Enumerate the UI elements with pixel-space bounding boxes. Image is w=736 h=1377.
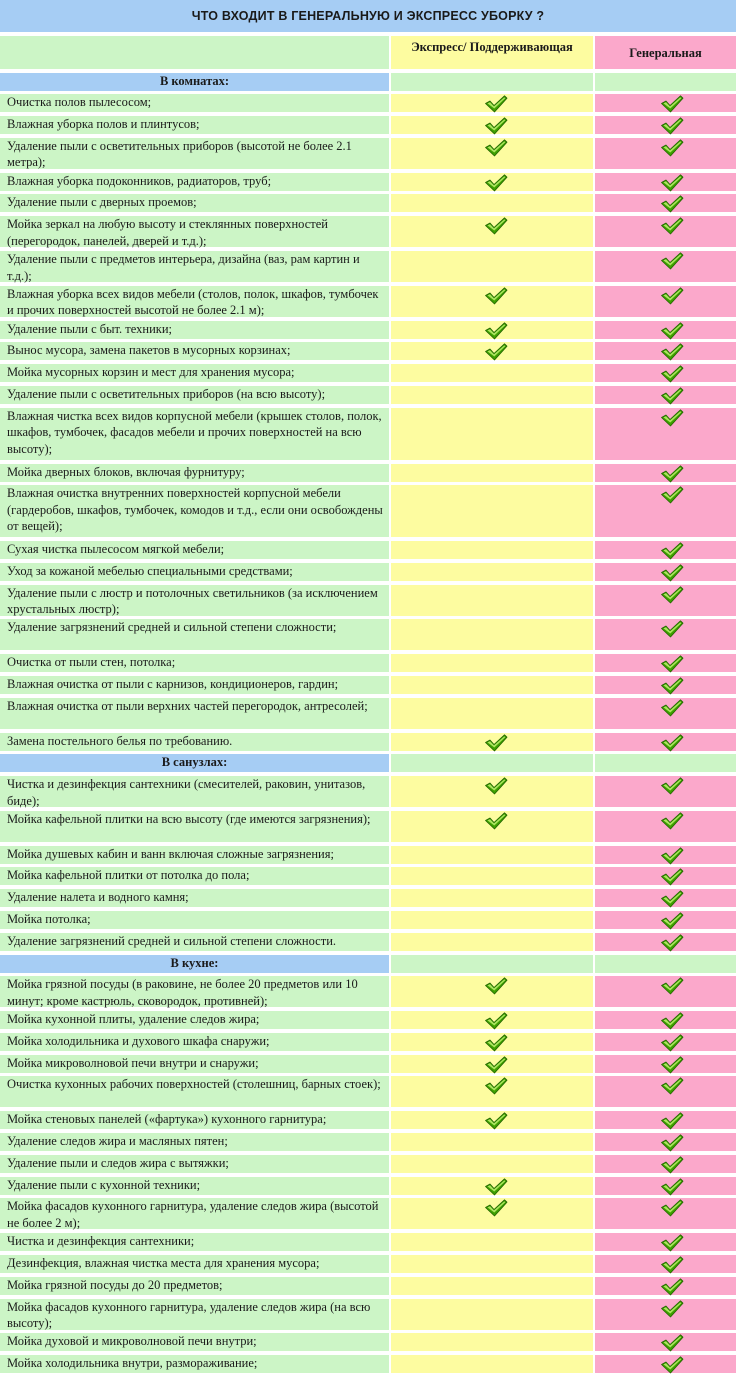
general-cell: [595, 1355, 736, 1375]
section-header: В комнатах:: [0, 73, 391, 93]
express-cell: [391, 698, 595, 731]
green-checkmark-icon: [484, 287, 508, 305]
section-spacer-general: [595, 73, 736, 93]
express-cell: [391, 173, 595, 193]
green-checkmark-icon: [484, 1056, 508, 1074]
green-checkmark-icon: [484, 174, 508, 192]
express-cell: [391, 386, 595, 406]
green-checkmark-icon: [660, 1077, 684, 1095]
green-checkmark-icon: [484, 343, 508, 361]
green-checkmark-icon: [484, 812, 508, 830]
express-cell: [391, 1133, 595, 1153]
express-cell: [391, 485, 595, 539]
green-checkmark-icon: [660, 95, 684, 113]
task-cell: Мойка стеновых панелей («фартука») кухонного гарнитура;: [0, 1111, 391, 1131]
task-cell: Мойка дверных блоков, включая фурнитуру;: [0, 464, 391, 484]
express-cell: [391, 1076, 595, 1109]
task-cell: Очистка от пыли стен, потолка;: [0, 654, 391, 674]
general-cell: [595, 676, 736, 696]
task-cell: Чистка и дезинфекция сантехники (смесителей, раковин, унитазов, биде);: [0, 776, 391, 809]
task-cell: Вынос мусора, замена пакетов в мусорных корзинах;: [0, 342, 391, 362]
green-checkmark-icon: [660, 1056, 684, 1074]
green-checkmark-icon: [484, 1178, 508, 1196]
express-cell: [391, 811, 595, 844]
green-checkmark-icon: [660, 409, 684, 427]
task-cell: Очистка кухонных рабочих поверхностей (столешниц, барных стоек);: [0, 1076, 391, 1109]
express-cell: [391, 976, 595, 1009]
green-checkmark-icon: [660, 1134, 684, 1152]
general-cell: [595, 194, 736, 214]
green-checkmark-icon: [484, 777, 508, 795]
task-cell: Мойка кафельной плитки на всю высоту (где имеются загрязнения);: [0, 811, 391, 844]
general-cell: [595, 733, 736, 753]
general-cell: [595, 342, 736, 362]
general-cell: [595, 1198, 736, 1231]
general-cell: [595, 776, 736, 809]
green-checkmark-icon: [660, 1178, 684, 1196]
express-cell: [391, 1299, 595, 1332]
task-cell: Мойка мусорных корзин и мест для хранения мусора;: [0, 364, 391, 384]
task-cell: Мойка холодильника внутри, размораживание;: [0, 1355, 391, 1375]
express-cell: [391, 654, 595, 674]
general-cell: [595, 1277, 736, 1297]
general-cell: [595, 585, 736, 618]
task-cell: Удаление загрязнений средней и сильной степени сложности;: [0, 619, 391, 652]
general-cell: [595, 1299, 736, 1332]
task-cell: Удаление пыли с предметов интерьера, дизайна (ваз, рам картин и т.д.);: [0, 251, 391, 284]
task-cell: Удаление пыли и следов жира с вытяжки;: [0, 1155, 391, 1175]
task-cell: Мойка потолка;: [0, 911, 391, 931]
task-cell: Мойка душевых кабин и ванн включая сложные загрязнения;: [0, 846, 391, 866]
general-cell: [595, 94, 736, 114]
task-cell: Влажная очистка внутренних поверхностей корпусной мебели (гардеробов, шкафов, тумбочек, комодов и т.д., если они освобождены от вещей);: [0, 485, 391, 539]
general-cell: [595, 846, 736, 866]
express-cell: [391, 251, 595, 284]
express-cell: [391, 1055, 595, 1075]
express-cell: [391, 733, 595, 753]
green-checkmark-icon: [660, 387, 684, 405]
express-cell: [391, 464, 595, 484]
express-cell: [391, 619, 595, 652]
green-checkmark-icon: [660, 586, 684, 604]
task-cell: Удаление пыли с дверных проемов;: [0, 194, 391, 214]
general-cell: [595, 1055, 736, 1075]
green-checkmark-icon: [660, 564, 684, 582]
express-cell: [391, 1155, 595, 1175]
task-cell: Удаление налета и водного камня;: [0, 889, 391, 909]
express-cell: [391, 1198, 595, 1231]
green-checkmark-icon: [660, 1256, 684, 1274]
general-cell: [595, 485, 736, 539]
section-spacer-general: [595, 955, 736, 975]
general-cell: [595, 1011, 736, 1031]
task-cell: Мойка микроволновой печи внутри и снаружи;: [0, 1055, 391, 1075]
general-column-header: Генеральная: [595, 36, 736, 71]
green-checkmark-icon: [660, 1334, 684, 1352]
general-cell: [595, 1233, 736, 1253]
task-cell: Уход за кожаной мебелью специальными средствами;: [0, 563, 391, 583]
green-checkmark-icon: [660, 343, 684, 361]
general-cell: [595, 541, 736, 561]
green-checkmark-icon: [660, 1034, 684, 1052]
green-checkmark-icon: [660, 365, 684, 383]
general-cell: [595, 286, 736, 319]
general-cell: [595, 321, 736, 341]
express-cell: [391, 216, 595, 249]
green-checkmark-icon: [484, 95, 508, 113]
task-cell: Удаление пыли с кухонной техники;: [0, 1177, 391, 1197]
green-checkmark-icon: [660, 1156, 684, 1174]
general-cell: [595, 216, 736, 249]
green-checkmark-icon: [660, 465, 684, 483]
task-cell: Мойка грязной посуды до 20 предметов;: [0, 1277, 391, 1297]
task-cell: Удаление пыли с осветительных приборов (высотой не более 2.1 метра);: [0, 138, 391, 171]
express-cell: [391, 911, 595, 931]
general-cell: [595, 976, 736, 1009]
general-cell: [595, 1033, 736, 1053]
express-cell: [391, 1333, 595, 1353]
express-cell: [391, 889, 595, 909]
green-checkmark-icon: [660, 542, 684, 560]
green-checkmark-icon: [660, 812, 684, 830]
general-cell: [595, 116, 736, 136]
task-cell: Влажная чистка всех видов корпусной мебели (крышек столов, полок, шкафов, тумбочек, фасадов мебели и прочих поверхностей на всю высоту);: [0, 408, 391, 462]
general-cell: [595, 911, 736, 931]
green-checkmark-icon: [660, 699, 684, 717]
green-checkmark-icon: [484, 1199, 508, 1217]
green-checkmark-icon: [660, 174, 684, 192]
green-checkmark-icon: [660, 677, 684, 695]
general-cell: [595, 1255, 736, 1275]
section-spacer-express: [391, 73, 595, 93]
green-checkmark-icon: [660, 139, 684, 157]
task-cell: Удаление пыли с люстр и потолочных светильников (за исключением хрустальных люстр);: [0, 585, 391, 618]
express-cell: [391, 1177, 595, 1197]
green-checkmark-icon: [660, 847, 684, 865]
task-cell: Мойка духовой и микроволновой печи внутри;: [0, 1333, 391, 1353]
general-cell: [595, 364, 736, 384]
express-cell: [391, 94, 595, 114]
task-column-header: [0, 36, 391, 71]
task-cell: Удаление загрязнений средней и сильной степени сложности.: [0, 933, 391, 953]
express-cell: [391, 1277, 595, 1297]
green-checkmark-icon: [660, 1300, 684, 1318]
section-header: В кухне:: [0, 955, 391, 975]
express-cell: [391, 563, 595, 583]
express-cell: [391, 364, 595, 384]
task-cell: Сухая чистка пылесосом мягкой мебели;: [0, 541, 391, 561]
general-cell: [595, 867, 736, 887]
green-checkmark-icon: [660, 1199, 684, 1217]
task-cell: Влажная очистка от пыли с карнизов, кондиционеров, гардин;: [0, 676, 391, 696]
express-cell: [391, 1033, 595, 1053]
express-cell: [391, 867, 595, 887]
task-cell: Влажная уборка полов и плинтусов;: [0, 116, 391, 136]
express-cell: [391, 1355, 595, 1375]
express-cell: [391, 194, 595, 214]
green-checkmark-icon: [660, 890, 684, 908]
general-cell: [595, 408, 736, 462]
express-cell: [391, 321, 595, 341]
general-cell: [595, 1177, 736, 1197]
general-cell: [595, 889, 736, 909]
green-checkmark-icon: [484, 1077, 508, 1095]
section-header: В санузлах:: [0, 754, 391, 774]
express-cell: [391, 408, 595, 462]
express-cell: [391, 846, 595, 866]
general-cell: [595, 933, 736, 953]
green-checkmark-icon: [660, 1278, 684, 1296]
green-checkmark-icon: [660, 734, 684, 752]
green-checkmark-icon: [660, 287, 684, 305]
green-checkmark-icon: [660, 1012, 684, 1030]
green-checkmark-icon: [660, 252, 684, 270]
task-cell: Влажная очистка от пыли верхних частей перегородок, антресолей;: [0, 698, 391, 731]
express-cell: [391, 1111, 595, 1131]
task-cell: Удаление пыли с осветительных приборов (на всю высоту);: [0, 386, 391, 406]
task-cell: Замена постельного белья по требованию.: [0, 733, 391, 753]
express-cell: [391, 342, 595, 362]
green-checkmark-icon: [660, 322, 684, 340]
task-cell: Удаление пыли с быт. техники;: [0, 321, 391, 341]
express-cell: [391, 286, 595, 319]
table-title: ЧТО ВХОДИТ В ГЕНЕРАЛЬНУЮ И ЭКСПРЕСС УБОРКУ ?: [0, 0, 736, 34]
task-cell: Удаление следов жира и масляных пятен;: [0, 1133, 391, 1153]
green-checkmark-icon: [484, 1034, 508, 1052]
express-cell: [391, 1255, 595, 1275]
green-checkmark-icon: [484, 117, 508, 135]
section-spacer-express: [391, 754, 595, 774]
express-cell: [391, 1233, 595, 1253]
general-cell: [595, 251, 736, 284]
section-spacer-general: [595, 754, 736, 774]
task-cell: Мойка кухонной плиты, удаление следов жира;: [0, 1011, 391, 1031]
general-cell: [595, 811, 736, 844]
task-cell: Мойка кафельной плитки от потолка до пола;: [0, 867, 391, 887]
green-checkmark-icon: [660, 777, 684, 795]
section-spacer-express: [391, 955, 595, 975]
green-checkmark-icon: [660, 1112, 684, 1130]
task-cell: Мойка фасадов кухонного гарнитура, удаление следов жира (на всю высоту);: [0, 1299, 391, 1332]
task-cell: Мойка холодильника и духового шкафа снаружи;: [0, 1033, 391, 1053]
green-checkmark-icon: [484, 734, 508, 752]
green-checkmark-icon: [660, 934, 684, 952]
task-cell: Мойка зеркал на любую высоту и стеклянных поверхностей (перегородок, панелей, дверей и т.д.);: [0, 216, 391, 249]
general-cell: [595, 138, 736, 171]
express-cell: [391, 116, 595, 136]
general-cell: [595, 619, 736, 652]
green-checkmark-icon: [660, 912, 684, 930]
green-checkmark-icon: [660, 868, 684, 886]
task-cell: Очистка полов пылесосом;: [0, 94, 391, 114]
task-cell: Дезинфекция, влажная чистка места для хранения мусора;: [0, 1255, 391, 1275]
green-checkmark-icon: [660, 977, 684, 995]
green-checkmark-icon: [484, 139, 508, 157]
express-cell: [391, 138, 595, 171]
general-cell: [595, 173, 736, 193]
express-column-header: Экспресс/ Поддерживающая: [391, 36, 595, 71]
express-cell: [391, 676, 595, 696]
task-cell: Чистка и дезинфекция сантехники;: [0, 1233, 391, 1253]
express-cell: [391, 776, 595, 809]
green-checkmark-icon: [660, 620, 684, 638]
green-checkmark-icon: [484, 322, 508, 340]
general-cell: [595, 1155, 736, 1175]
task-cell: Влажная уборка всех видов мебели (столов, полок, шкафов, тумбочек и прочих поверхностей высотой не более 2.1 м);: [0, 286, 391, 319]
green-checkmark-icon: [660, 1234, 684, 1252]
green-checkmark-icon: [660, 195, 684, 213]
express-cell: [391, 585, 595, 618]
green-checkmark-icon: [484, 1012, 508, 1030]
green-checkmark-icon: [660, 1356, 684, 1374]
task-cell: Мойка грязной посуды (в раковине, не более 20 предметов или 10 минут; кроме кастрюль, сковородок, противней);: [0, 976, 391, 1009]
general-cell: [595, 1133, 736, 1153]
green-checkmark-icon: [484, 1112, 508, 1130]
green-checkmark-icon: [660, 486, 684, 504]
green-checkmark-icon: [484, 217, 508, 235]
green-checkmark-icon: [484, 977, 508, 995]
general-cell: [595, 386, 736, 406]
general-cell: [595, 1111, 736, 1131]
green-checkmark-icon: [660, 655, 684, 673]
express-cell: [391, 541, 595, 561]
express-cell: [391, 933, 595, 953]
express-cell: [391, 1011, 595, 1031]
general-cell: [595, 1076, 736, 1109]
general-cell: [595, 1333, 736, 1353]
general-cell: [595, 654, 736, 674]
green-checkmark-icon: [660, 217, 684, 235]
general-cell: [595, 464, 736, 484]
task-cell: Мойка фасадов кухонного гарнитура, удаление следов жира (высотой не более 2 м);: [0, 1198, 391, 1231]
general-cell: [595, 563, 736, 583]
green-checkmark-icon: [660, 117, 684, 135]
task-cell: Влажная уборка подоконников, радиаторов, труб;: [0, 173, 391, 193]
general-cell: [595, 698, 736, 731]
